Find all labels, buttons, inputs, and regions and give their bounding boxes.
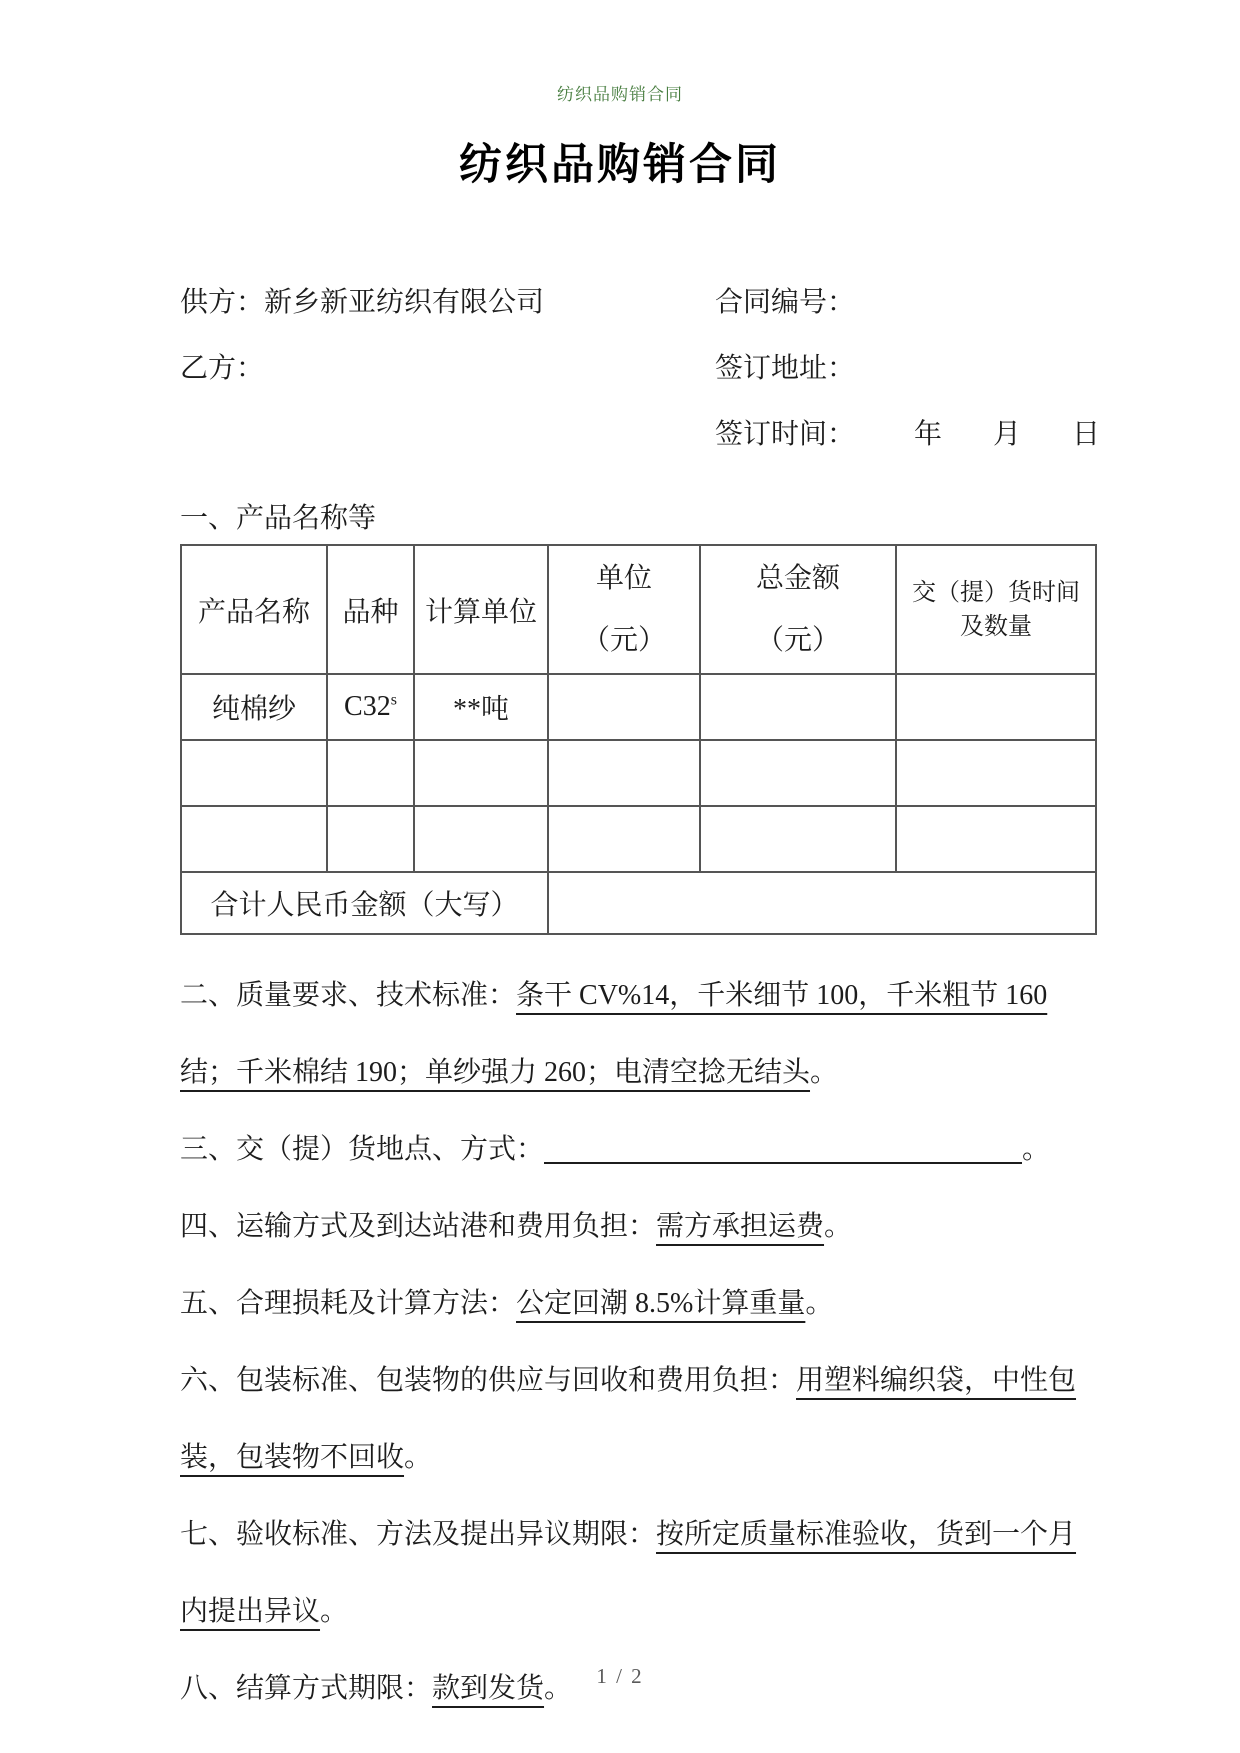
sign-time-line <box>715 412 1100 452</box>
empty-row-2 <box>181 806 1096 872</box>
clause-5-underlined: 公定回潮 8.5%计算重量 <box>516 1288 806 1319</box>
product-name-cell: 纯棉纱 <box>181 674 327 740</box>
col-header-calc-unit: 计算单位 <box>414 545 548 674</box>
total-value-cell <box>548 872 1096 934</box>
clause-2-quality: 二、质量要求、技术标准：条干 CV%14，千米细节 100，千米粗节 160 结；千米棉结 190；单纱强力 260；电清空捻无结头。 <box>180 980 1048 1088</box>
sign-place-label: 签订地址： <box>715 353 856 384</box>
table-header-row <box>181 545 1096 674</box>
col-header-total-amount: 总金额 （元） <box>700 545 896 674</box>
clauses-block <box>180 957 1102 1727</box>
col-header-delivery: 交（提）货时间 及数量 <box>896 545 1096 674</box>
calc-unit-cell: **吨 <box>414 674 548 740</box>
clause-6-packaging: 六、包装标准、包装物的供应与回收和费用负担：用塑料编织袋，中性包装，包装物不回收。 <box>180 1365 1077 1473</box>
buyer-label: 乙方： <box>180 353 265 384</box>
month-label: 月 <box>993 419 1022 450</box>
clause-7-underlined: 按所定质量标准验收，货到一个月内提出异议 <box>180 1519 1077 1627</box>
clause-4-underlined: 需方承担运费 <box>656 1211 825 1242</box>
total-amount-cell <box>700 674 896 740</box>
party-block <box>180 280 1101 452</box>
clause-3-delivery-place: 三、交（提）货地点、方式： 。 <box>180 1111 1102 1188</box>
blank-underline <box>544 1128 1022 1164</box>
delivery-cell <box>896 674 1096 740</box>
clause-7-inspection: 七、验收标准、方法及提出异议期限：按所定质量标准验收，货到一个月内提出异议。 <box>180 1519 1077 1627</box>
day-label: 日 <box>1072 419 1101 450</box>
document-title: 纺织品购销合同 <box>459 142 781 189</box>
clause-2-underlined: 条干 CV%14，千米细节 100，千米粗节 160 结；千米棉结 190；单纱强力 260；电清空捻无结头 <box>180 980 1048 1088</box>
party-row-buyer <box>180 346 1095 386</box>
col-header-variety: 品种 <box>327 545 414 674</box>
variety-superscript: s <box>390 691 397 709</box>
empty-row-1 <box>181 740 1096 806</box>
total-row <box>181 872 1096 934</box>
contract-no-label: 合同编号： <box>715 287 856 318</box>
supplier-label: 供方：新乡新亚纺织有限公司 <box>180 287 545 318</box>
col-header-unit-price: 单位 （元） <box>548 545 700 674</box>
col-header-product-name: 产品名称 <box>181 545 327 674</box>
page-footer: 1 / 2 <box>596 1664 644 1688</box>
product-table <box>180 544 1097 935</box>
party-row-sign-time <box>180 412 1101 452</box>
year-label: 年 <box>914 419 943 450</box>
product-row <box>181 674 1096 740</box>
clause-4-transport: 四、运输方式及到达站港和费用负担：需方承担运费。 <box>180 1211 853 1242</box>
party-row-supplier <box>180 280 1095 320</box>
unit-price-cell <box>548 674 700 740</box>
clause-5-loss: 五、合理损耗及计算方法：公定回潮 8.5%计算重量。 <box>180 1288 834 1319</box>
total-label-cell: 合计人民币金额（大写） <box>181 872 548 934</box>
section-one-heading: 一、产品名称等 <box>180 503 377 534</box>
sign-time-label: 签订时间： <box>715 419 856 450</box>
clause-8-underlined: 款到发货 <box>432 1673 545 1704</box>
clause-8-settlement: 八、结算方式期限：款到发货。 <box>180 1673 573 1704</box>
clause-6-underlined: 用塑料编织袋，中性包装，包装物不回收 <box>180 1365 1077 1473</box>
variety-cell: C32$^s$ <box>327 674 414 740</box>
watermark-title: 纺织品购销合同 <box>557 85 683 104</box>
